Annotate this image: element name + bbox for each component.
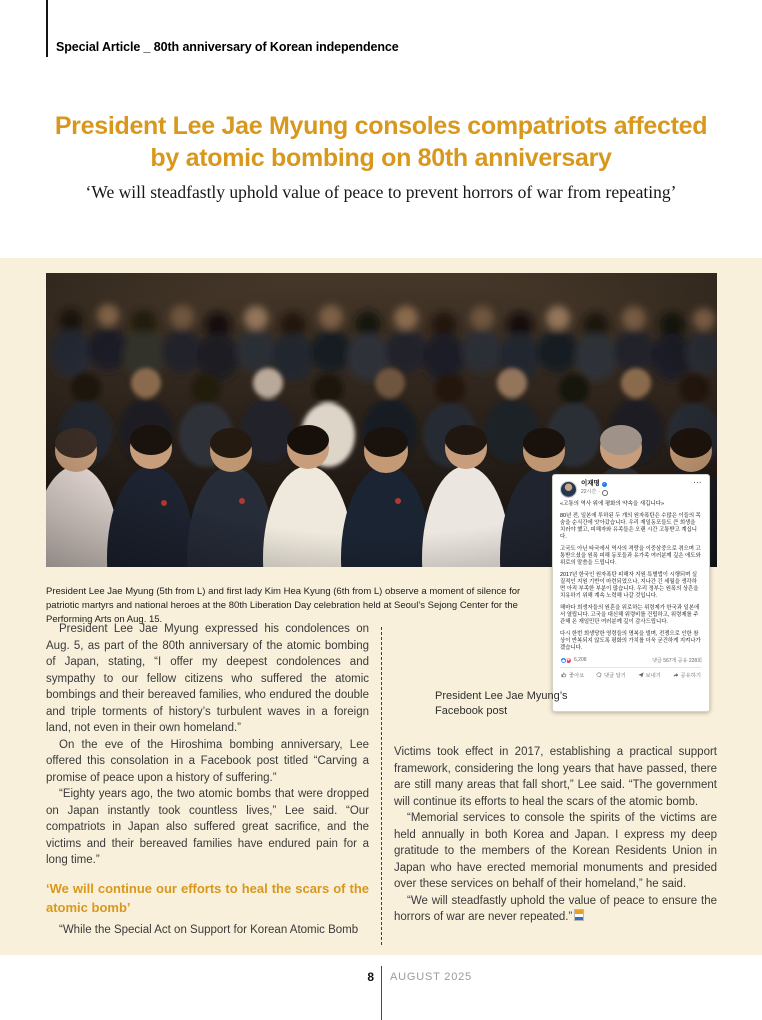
article-left-column bbox=[46, 621, 369, 938]
title-line-1: President Lee Jae Myung consoles compatriots affected bbox=[54, 112, 708, 140]
globe-icon bbox=[602, 490, 608, 496]
facebook-post-time: 22시간 bbox=[581, 489, 597, 495]
column-divider bbox=[381, 627, 382, 945]
meta-separator: · bbox=[598, 489, 600, 495]
kicker-text: Special Article _ 80th anniversary of Korean independence bbox=[56, 40, 399, 54]
end-mark-icon bbox=[574, 909, 584, 921]
article-right-column bbox=[394, 744, 717, 926]
facebook-action-bar bbox=[560, 667, 702, 679]
facebook-post-embed bbox=[552, 474, 710, 712]
article-paragraph: “Memorial services to console the spirits of the victims are held annually in both Korea and Japan. I express my deep gratitude to the members of the Korean Residents Union in Japan who have erected memorial monuments and presided over these services on behalf of their homeland,” he said. bbox=[394, 812, 717, 890]
article-paragraph: On the eve of the Hiroshima bombing anniversary, Lee offered this consolation in a Facebook post titled “Carving a promise of peace upon a history of suffering.” bbox=[46, 738, 369, 784]
send-button[interactable] bbox=[638, 671, 661, 679]
comment-button-label: 댓글 달기 bbox=[603, 672, 626, 679]
like-button[interactable] bbox=[561, 671, 584, 679]
send-button-label: 보내기 bbox=[645, 672, 661, 679]
footer-rule bbox=[381, 966, 382, 1020]
share-button-label: 공유하기 bbox=[680, 672, 701, 679]
issue-label: AUGUST 2025 bbox=[390, 971, 472, 983]
reaction-count[interactable]: 6,208 bbox=[574, 657, 587, 664]
facebook-post-body bbox=[560, 513, 702, 653]
photo-caption: President Lee Jae Myung (5th from L) and first lady Kim Hea Kyung (6th from L) observe a moment of silence for patriotic martyrs and national heroes at the 80th Liberation Day celebration held at Seoul’s Sejong Center for the Performing Arts on Aug. 15. bbox=[46, 585, 521, 625]
like-button-label: 좋아요 bbox=[569, 672, 585, 679]
facebook-post-headline: «고통의 역사 위에 평화의 약속을 새깁니다» bbox=[560, 501, 665, 507]
facebook-author-name[interactable]: 이재명 bbox=[581, 480, 600, 487]
kicker-rule bbox=[46, 0, 48, 57]
title-line-2: by atomic bombing on 80th anniversary bbox=[150, 144, 612, 172]
page-title bbox=[0, 110, 762, 174]
article-paragraph: “Eighty years ago, the two atomic bombs that were dropped on Japan instantly took countless lives,” Lee said. “Our compatriots in Japan also suffered great sacrifice, and the victims and their bereaved families have endured pain for a long time.” bbox=[46, 788, 369, 866]
article-closing-sentence: “We will steadfastly uphold the value of peace to ensure the horrors of war are never repeated.” bbox=[394, 894, 717, 923]
facebook-paragraph: 고국도 아닌 타국에서 역사의 격랑을 이중삼중으로 겪으며 고통받으셨을 원폭 피해 동포들과 유가족 여러분께 깊은 애도와 위로의 말씀을 드립니다. bbox=[560, 545, 701, 567]
like-reaction-icon bbox=[560, 657, 567, 664]
post-menu-icon[interactable] bbox=[694, 481, 703, 486]
article-paragraph: Victims took effect in 2017, establishing a practical support framework, considering the long years that have passed, there are still many areas that fall short,” Lee said. “The government will continue its efforts to heal the scars of the atomic bomb. bbox=[394, 746, 717, 808]
verified-badge-icon bbox=[602, 482, 607, 487]
facebook-paragraph: 다시 한번 희생당한 영령들의 명복을 빌며, 전쟁으로 인한 참상이 반복되지 않도록 평화의 가치를 더욱 굳건하게 지켜나가겠습니다. bbox=[560, 630, 701, 652]
article-paragraph: “While the Special Act on Support for Korean Atomic Bomb bbox=[59, 923, 359, 936]
article-paragraph: President Lee Jae Myung expressed his condolences on Aug. 5, as part of the 80th anniversary of the atomic bombing of Japan, stating, “I offer my deepest condolences and sympathy to our fellow citizens who suffered the atomic bombings and their bereaved families, who endured the double and triple torments of history’s turbulent waves in a foreign land, not even in their own homeland.” bbox=[46, 623, 369, 734]
comment-button[interactable] bbox=[596, 671, 626, 679]
facebook-paragraph: 해마다 희생자들의 원혼을 위로하는 위령제가 한국과 일본에서 열립니다. 고국을 대신해 위령비를 건립하고, 위령제를 주관해 온 재일민단 여러분께 깊이 감사드립니다. bbox=[560, 604, 700, 626]
facebook-paragraph: 2017년 한국인 원자폭탄 피해자 지원 특별법이 시행되며 실질적인 지원 기반이 마련되었으나, 지나간 긴 세월을 생각하면 아직 부족한 부분이 많습니다. 우리 정부는 원폭의 상흔을 치유하기 위해 계속 노력해 나갈 것입니다. bbox=[560, 571, 699, 600]
facebook-paragraph: 80년 전, 일본에 투하된 두 개의 원자폭탄은 수많은 이들의 목숨을 순식간에 앗아갔습니다. 우리 재일동포들도 큰 희생을 치러야 했고, 피해자와 유족들은 오랜 시간 고통받고 계십니다. bbox=[560, 512, 701, 541]
facebook-embed-caption: President Lee Jae Myung’s Facebook post bbox=[435, 690, 568, 717]
facebook-reactions-row bbox=[560, 657, 702, 664]
comment-share-count[interactable]: 댓글 567개 공유 228회 bbox=[652, 657, 702, 664]
facebook-post-header bbox=[560, 481, 702, 498]
page-number: 8 bbox=[367, 970, 374, 984]
article-subtitle: ‘We will steadfastly uphold value of peace to prevent horrors of war from repeating’ bbox=[85, 182, 677, 202]
facebook-avatar bbox=[560, 481, 577, 498]
section-subheading: ‘We will continue our efforts to heal the scars of the atomic bomb’ bbox=[46, 880, 369, 915]
share-button[interactable] bbox=[673, 671, 701, 679]
article-paragraph bbox=[394, 893, 717, 926]
